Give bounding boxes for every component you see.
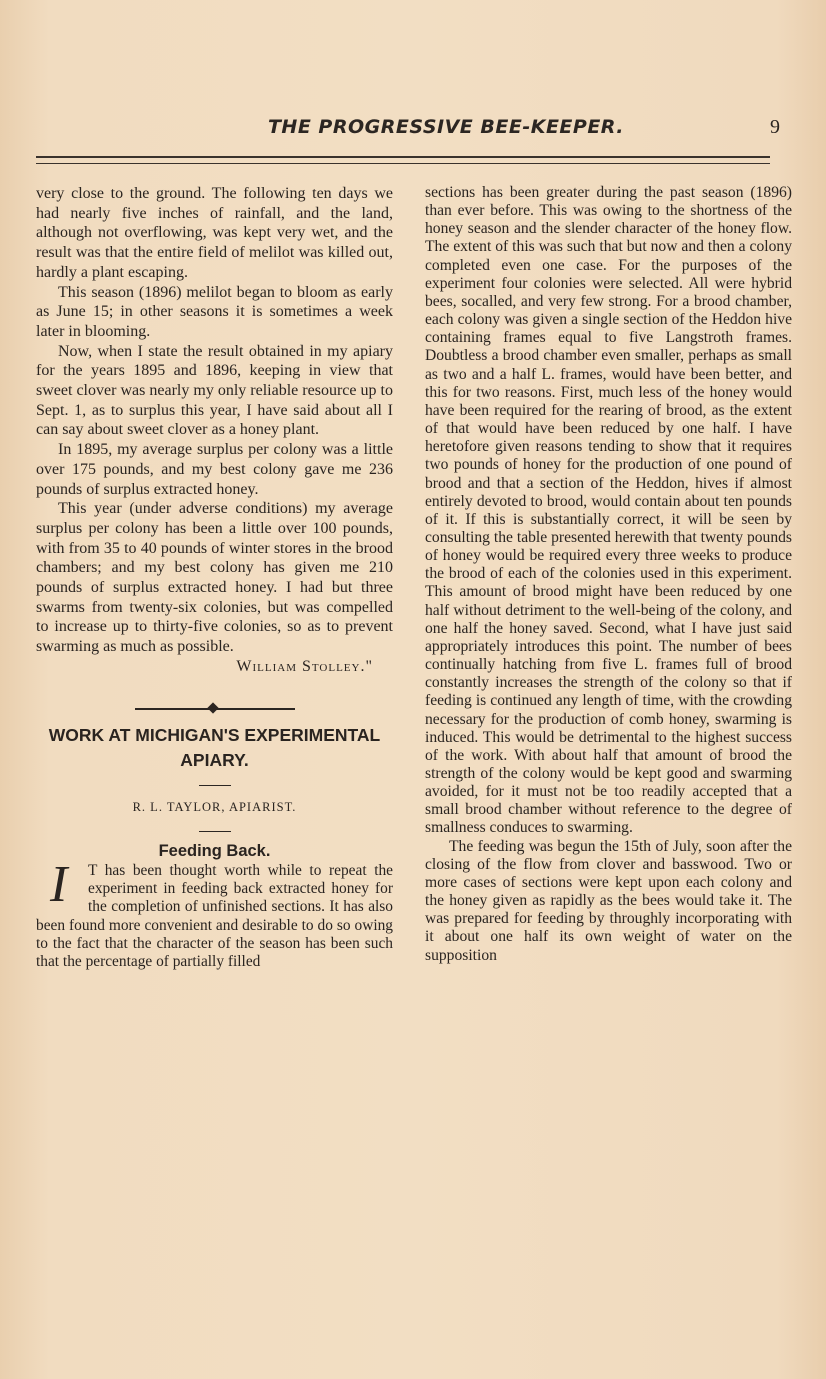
paragraph: The feeding was begun the 15th of July, soon after the closing of the flow from clover and basswood. Two or more cases of sections were kept upon each colony and the honey given as rapidly as the bees would take it. The was prepared for feeding by throughly incorporating with it about one half its own weight of water on the supposition	[425, 837, 792, 964]
header-rule-thin	[36, 163, 770, 164]
right-column	[425, 184, 792, 965]
article-title-line1: WORK AT MICHIGAN'S EXPERIMENTAL	[48, 724, 381, 745]
ornamental-divider	[135, 703, 295, 715]
page-number: 9	[770, 116, 780, 138]
running-title: THE PROGRESSIVE BEE-KEEPER.	[267, 116, 625, 138]
short-rule	[199, 785, 231, 786]
signature: William Stolley."	[236, 657, 373, 675]
left-column	[36, 184, 393, 971]
paragraph-text: T has been thought worth while to repeat the experiment in feeding back extracted honey for the completion of unfinished sections. It has also been found more convenient and desirable to do so owing to the fact that the character of the season has been such that the percentage of partially filled	[36, 861, 393, 970]
article-title-line2: APIARY.	[180, 749, 249, 770]
drop-cap: I	[50, 855, 68, 913]
subhead: Feeding Back.	[158, 842, 271, 861]
paragraph: sections has been greater during the past season (1896) than ever before. This was owing to the shortness of the honey season and the slender character of the honey flow. The extent of this was such that but now and then a colony completed even one case. For the purposes of the experiment four colonies were selected. All were hybrid bees, socalled, and very few strong. For a brood chamber, each colony was given a single section of the Heddon hive containing frames equal to five Langstroth frames. Doubtless a brood chamber even smaller, perhaps as small as two and a half L. frames, would have been better, and this for two reasons. First, much less of the honey would have been required for the rearing of brood, as the extent of that would have been reduced by one half. I have heretofore given reasons tending to show that it requires two pounds of honey for the production of one pound of brood and that a section of the Heddon, hives if almost entirely devoted to brood, would contain about ten pounds of it. If this is substantially correct, it will be seen by consulting the table presented herewith that twenty pounds of honey would be required every three weeks to produce the brood of each of the colonies used in this experiment. This amount of brood might have been reduced by one half without detriment to the well-being of the colony, and one half the honey saved. Second, what I have just said appropriately introduces this point. The number of bees continually hatching from five L. frames full of brood constantly increases the strength of the colony so that if feeding is continued any length of time, with the crowding necessary for the production of comb honey, swarming is induced. This would be detrimental to the highest success of the work. With about half that amount of brood the strength of the colony would be kept good and swarming avoided, for it must not be too readily accepted that a small brood chamber without reference to the degree of smallness conduces to swarming.	[425, 184, 792, 837]
short-rule	[199, 831, 231, 832]
diamond-ornament-icon	[207, 702, 218, 713]
paragraph: This season (1896) melilot began to bloom as early as June 15; in other seasons it is sometimes a week later in blooming.	[36, 283, 393, 340]
paragraph: In 1895, my average surplus per colony was a little over 175 pounds, and my best colony gave me 236 pounds of surplus extracted honey.	[36, 441, 393, 498]
header-rule-thick	[36, 156, 770, 158]
paragraph: very close to the ground. The following ten days we had nearly five inches of rainfall, and the land, although not overflowing, was kept very wet, and the result was that the entire field of melilot was killed out, hardly a plant escaping.	[36, 185, 393, 281]
byline: R. L. TAYLOR, APIARIST.	[132, 799, 297, 814]
paragraph: Now, when I state the result obtained in my apiary for the years 1895 and 1896, keeping in view that sweet clover was nearly my only reliable resource up to Sept. 1, as to surplus this year, I have said about all I can say about sweet clover as a honey plant.	[36, 342, 393, 439]
running-header	[36, 116, 780, 146]
paragraph	[36, 855, 393, 971]
paragraph: This year (under adverse conditions) my average surplus per colony has been a little over 100 pounds, with from 35 to 40 pounds of winter stores in the brood chambers; and my best colony has given me 210 pounds of surplus extracted honey. I had but three swarms from twenty-six colonies, but was compelled to increase up to thirty-five colonies, so as to prevent swarming as much as possible.	[36, 500, 393, 656]
